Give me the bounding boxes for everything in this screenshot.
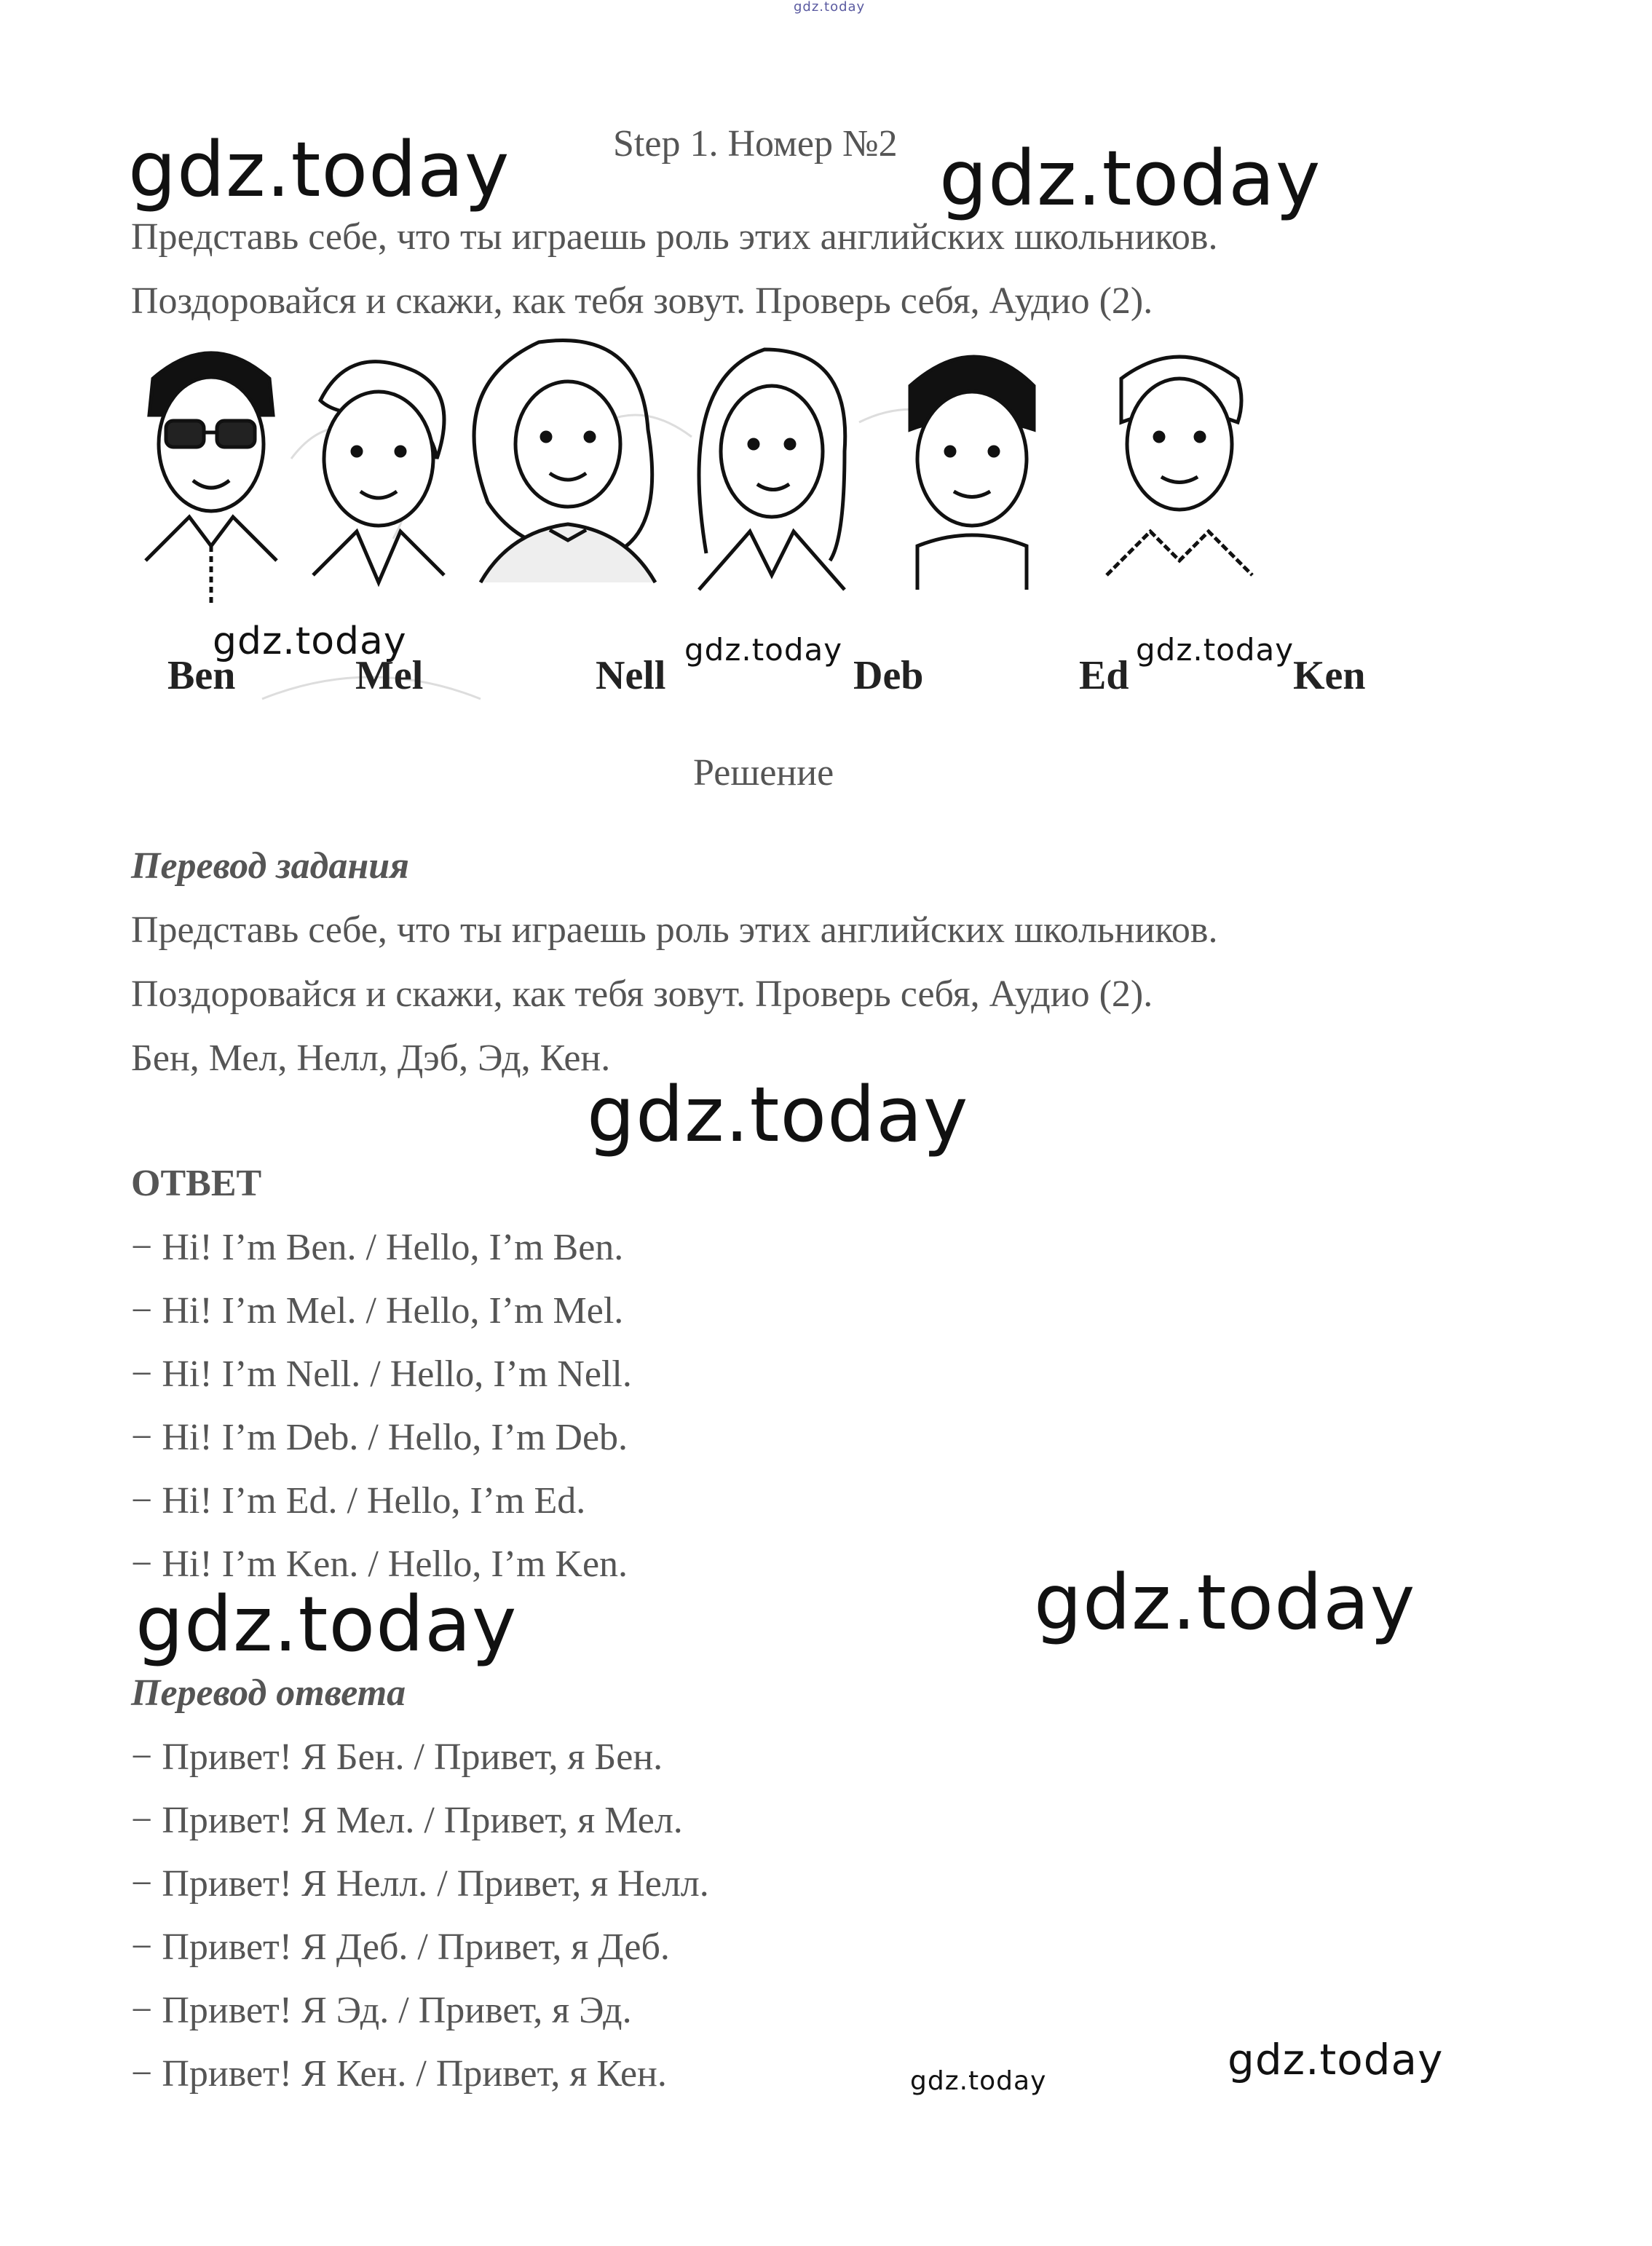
task-instruction-line2: Поздоровайся и скажи, как тебя зовут. Проверь себя, Аудио (2). <box>131 280 1153 322</box>
name-deb: Deb <box>853 653 924 698</box>
answer-translation-line: − Привет! Я Эд. / Привет, я Эд. <box>131 1990 632 2031</box>
watermark: gdz.today <box>587 1070 969 1159</box>
answer-line: − Hi! I’m Ed. / Hello, I’m Ed. <box>131 1480 586 1522</box>
translation-line1: Представь себе, что ты играешь роль этих английских школьников. <box>131 909 1218 951</box>
name-ed: Ed <box>1079 653 1129 698</box>
answer-line: − Hi! I’m Mel. / Hello, I’m Mel. <box>131 1290 624 1332</box>
name-ben: Ben <box>167 653 236 698</box>
answer-translation-line: − Привет! Я Нелл. / Привет, я Нелл. <box>131 1863 709 1905</box>
watermark: gdz.today <box>910 2066 1047 2096</box>
watermark: gdz.today <box>1228 2035 1444 2084</box>
answer-heading: ОТВЕТ <box>131 1163 262 1204</box>
name-nell: Nell <box>596 653 666 698</box>
answer-line: − Hi! I’m Deb. / Hello, I’m Deb. <box>131 1417 628 1458</box>
watermark: gdz.today <box>1034 1558 1416 1647</box>
solution-label: Решение <box>693 752 834 794</box>
answer-line: − Hi! I’m Ken. / Hello, I’m Ken. <box>131 1543 628 1585</box>
watermark: gdz.today <box>135 1580 518 1669</box>
answer-translation-line: − Привет! Я Мел. / Привет, я Мел. <box>131 1800 683 1841</box>
answer-translation-line: − Привет! Я Кен. / Привет, я Кен. <box>131 2053 667 2095</box>
name-ken: Ken <box>1293 653 1366 698</box>
task-instruction-line1: Представь себе, что ты играешь роль этих английских школьников. <box>131 216 1218 258</box>
watermark: gdz.today <box>1136 632 1295 668</box>
watermark: gdz.today <box>213 620 407 663</box>
answer-translation-line: − Привет! Я Бен. / Привет, я Бен. <box>131 1736 663 1778</box>
translation-line2: Поздоровайся и скажи, как тебя зовут. Проверь себя, Аудио (2). <box>131 973 1153 1015</box>
answer-line: − Hi! I’m Nell. / Hello, I’m Nell. <box>131 1353 632 1395</box>
translation-heading: Перевод задания <box>131 845 409 887</box>
watermark: gdz.today <box>128 125 510 214</box>
answer-line: − Hi! I’m Ben. / Hello, I’m Ben. <box>131 1227 624 1268</box>
watermark: gdz.today <box>684 632 843 668</box>
name-mel: Mel <box>355 653 424 698</box>
watermark: gdz.today <box>939 134 1321 223</box>
watermark-top: gdz.today <box>794 0 866 15</box>
answer-translation-heading: Перевод ответа <box>131 1672 406 1714</box>
translation-line3: Бен, Мел, Нелл, Дэб, Эд, Кен. <box>131 1037 611 1079</box>
answer-translation-line: − Привет! Я Деб. / Привет, я Деб. <box>131 1926 670 1968</box>
task-title: Step 1. Номер №2 <box>613 123 898 165</box>
